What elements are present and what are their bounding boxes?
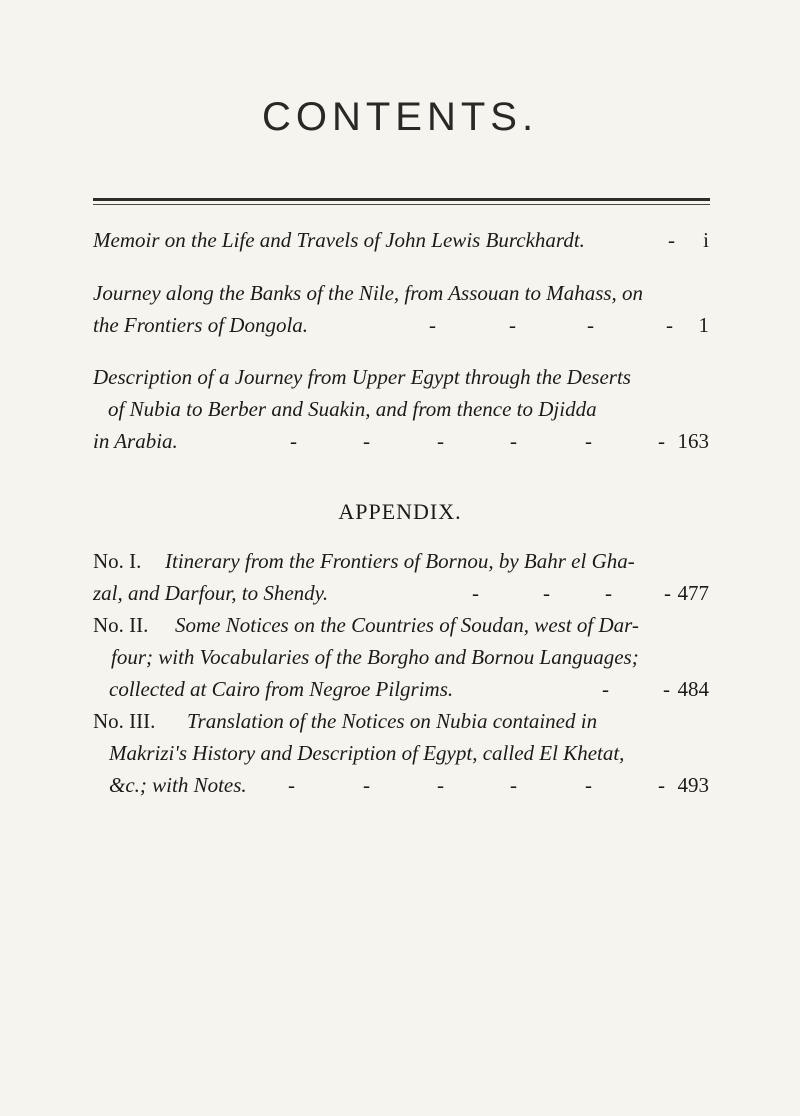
page-number: 493 — [677, 773, 709, 797]
entry-text: Memoir on the Life and Travels of John Lewis Burckhardt. — [93, 228, 585, 252]
title-rule-thin — [93, 204, 710, 205]
appendix-entry-3-line1[interactable] — [0, 705, 800, 737]
entry-text: Makrizi's History and Description of Egypt, called El Khetat, — [109, 741, 625, 765]
page-number: 163 — [677, 429, 709, 453]
appendix-entry-2-line2[interactable] — [0, 641, 800, 673]
entry-text: Itinerary from the Frontiers of Bornou, by Bahr el Gha- — [165, 549, 635, 573]
appendix-entry-2-line1[interactable] — [0, 609, 800, 641]
appendix-entry-3-line2[interactable] — [0, 737, 800, 769]
entry-text: of Nubia to Berber and Suakin, and from thence to Djidda — [108, 397, 597, 421]
entry-text: &c.; with Notes. — [109, 773, 247, 797]
appendix-number: No. II. — [93, 613, 149, 637]
entry-text: zal, and Darfour, to Shendy. — [93, 581, 329, 605]
toc-entry-description-line3[interactable]: in Arabia. - - - - - - 163 — [0, 425, 800, 457]
toc-entry-description-line1[interactable] — [0, 361, 800, 393]
toc-entry-journey-nile-line2[interactable]: the Frontiers of Dongola. - - - - 1 — [0, 309, 800, 341]
entry-text: in Arabia. — [93, 429, 178, 453]
appendix-entry-3-line3[interactable]: &c.; with Notes. - - - - - - 493 — [0, 769, 800, 801]
appendix-entry-1-line1[interactable] — [0, 545, 800, 577]
appendix-entry-2-line3[interactable]: collected at Cairo from Negroe Pilgrims. - - 484 — [0, 673, 800, 705]
page-number: 1 — [698, 313, 709, 337]
appendix-heading: APPENDIX. — [338, 499, 462, 524]
entry-text: Translation of the Notices on Nubia contained in — [187, 709, 598, 733]
entry-text: collected at Cairo from Negroe Pilgrims. — [109, 677, 454, 701]
page-number: i — [703, 228, 709, 252]
toc-entry-journey-nile-line1[interactable] — [0, 277, 800, 309]
toc-entry-memoir[interactable]: Memoir on the Life and Travels of John Lewis Burckhardt. - i — [0, 224, 800, 256]
entry-text: the Frontiers of Dongola. — [93, 313, 309, 337]
toc-entry-description-line2[interactable] — [0, 393, 800, 425]
appendix-number: No. I. — [93, 549, 142, 573]
page-number: 484 — [677, 677, 709, 701]
appendix-number: No. III. — [93, 709, 156, 733]
entry-text: Some Notices on the Countries of Soudan, west of Dar- — [175, 613, 639, 637]
entry-text: four; with Vocabularies of the Borgho and Bornou Languages; — [111, 645, 639, 669]
entry-text: Description of a Journey from Upper Egypt through the Deserts — [93, 365, 631, 389]
page-title: CONTENTS. — [261, 95, 539, 139]
entry-text: Journey along the Banks of the Nile, from Assouan to Mahass, on — [93, 281, 644, 305]
title-rule-thick — [93, 198, 710, 201]
page-number: 477 — [677, 581, 709, 605]
appendix-entry-1-line2[interactable]: zal, and Darfour, to Shendy. - - - - 477 — [0, 577, 800, 609]
